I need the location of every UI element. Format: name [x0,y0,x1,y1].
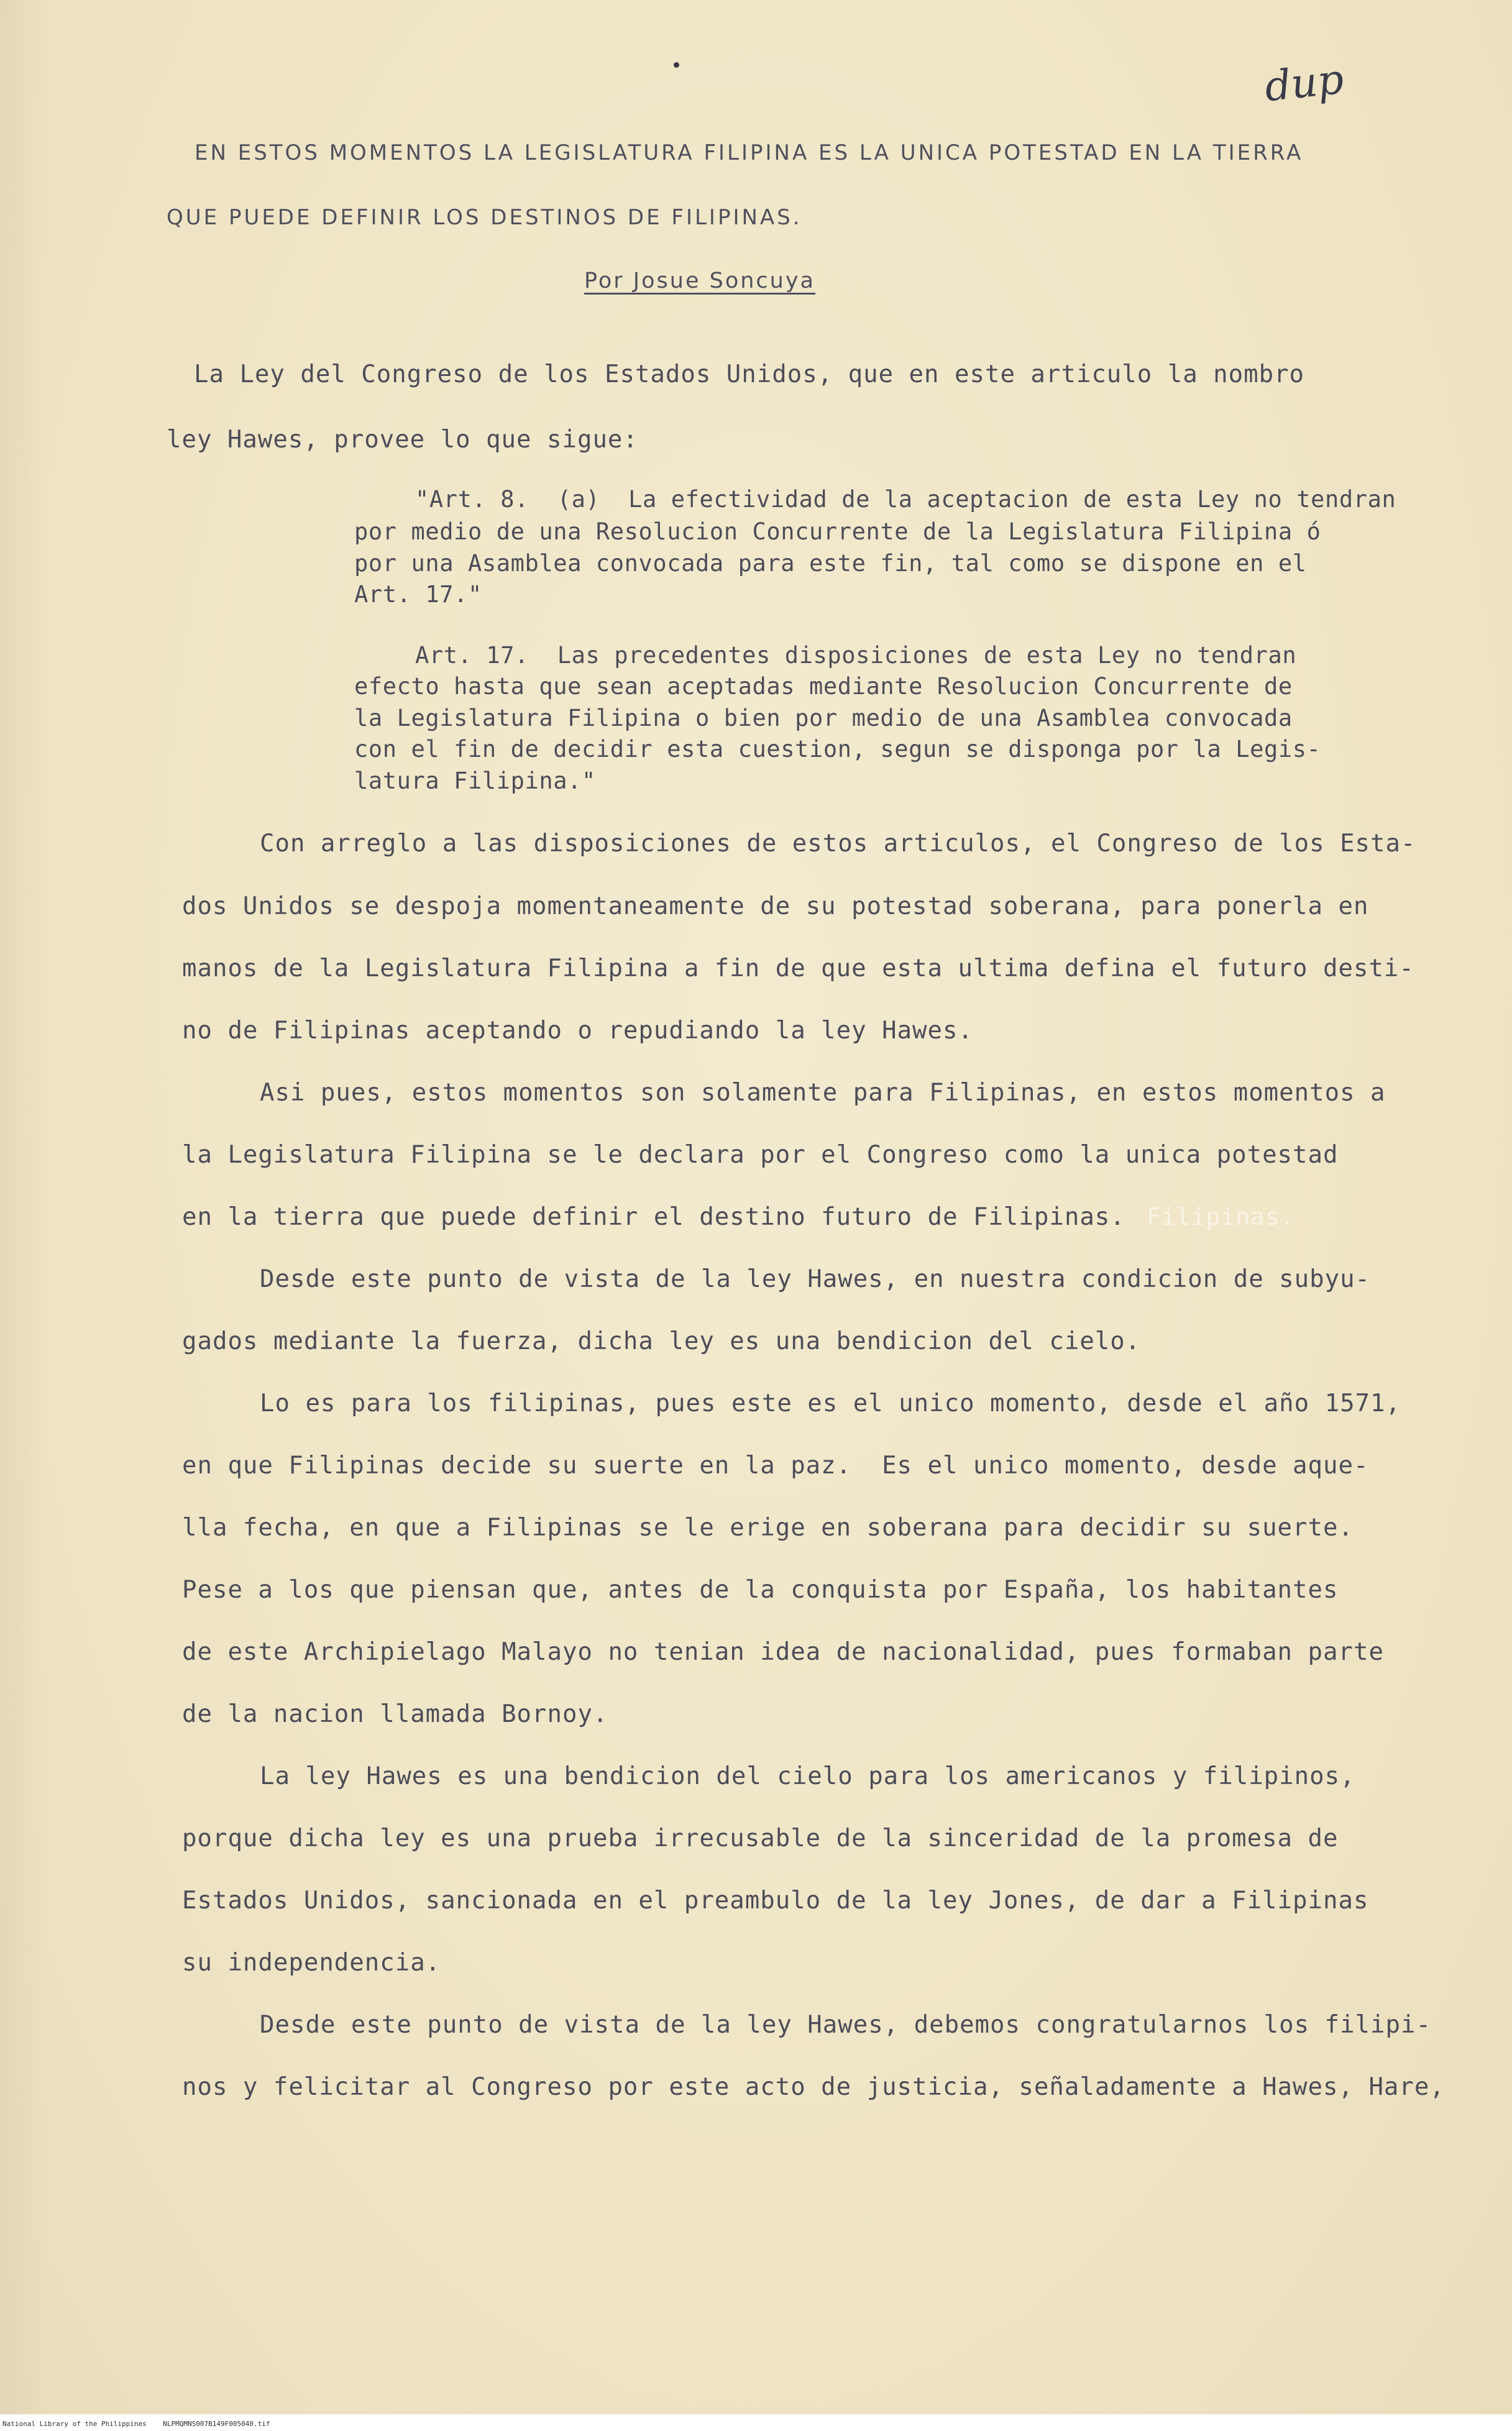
intro-line-2: ley Hawes, provee lo que sigue: [167,426,638,454]
scan-footer-label: National Library of the Philippines NLPMQMNS007B149F005040.tif [2,2420,270,2428]
body-line-2: dos Unidos se despoja momentaneamente de su potestad soberana, para ponerla en [182,892,1369,920]
body-line-11: en que Filipinas decide su suerte en la paz. Es el unico momento, desde aque- [182,1452,1369,1480]
body-line-19: su independencia. [182,1949,441,1977]
body-line-8: Desde este punto de vista de la ley Hawes, en nuestra condicion de subyu- [260,1265,1371,1293]
body-line-6: la Legislatura Filipina se le declara por el Congreso como la unica potestad [182,1141,1339,1169]
body-line-16: La ley Hawes es una bendicion del cielo para los americanos y filipinos, [260,1762,1355,1790]
body-line-17: porque dicha ley es una prueba irrecusable de la sinceridad de la promesa de [182,1824,1339,1852]
body-line-20: Desde este punto de vista de la ley Hawes, debemos congratularnos los filipi- [260,2011,1431,2039]
title-line-1: EN ESTOS MOMENTOS LA LEGISLATURA FILIPINA ES LA UNICA POTESTAD EN LA TIERRA [195,140,1304,165]
intro-line-1: La Ley del Congreso de los Estados Unidos, que en este articulo la nombro [194,360,1305,388]
page-fold-shadow [0,0,50,2414]
body-line-9: gados mediante la fuerza, dicha ley es una bendicion del cielo. [182,1327,1141,1355]
body-line-18: Estados Unidos, sancionada en el preambulo de la ley Jones, de dar a Filipinas [182,1887,1369,1915]
quote-art17-line-2: efecto hasta que sean aceptadas mediante Resolucion Concurrente de [354,673,1293,700]
body-line-10: Lo es para los filipinas, pues este es el unico momento, desde el año 1571, [260,1389,1401,1417]
body-line-21: nos y felicitar al Congreso por este acto de justicia, señaladamente a Hawes, Hare, [182,2073,1445,2101]
body-line-15: de la nacion llamada Bornoy. [182,1700,608,1728]
body-line-12: lla fecha, en que a Filipinas se le erige en soberana para decidir su suerte. [182,1514,1354,1542]
handwritten-mark: dup [1262,55,1346,111]
body-line-13: Pese a los que piensan que, antes de la conquista por España, los habitantes [182,1576,1339,1604]
byline: Por Josue Soncuya [584,268,815,293]
quote-art17-line-4: con el fin de decidir esta cuestion, segun se disponga por la Legis- [354,736,1321,762]
body-line-1: Con arreglo a las disposiciones de estos articulos, el Congreso de los Esta- [260,830,1416,858]
ink-speck [674,62,679,68]
body-line-4: no de Filipinas aceptando o repudiando la ley Hawes. [182,1017,973,1045]
quote-art8-line-2: por medio de una Resolucion Concurrente de la Legislatura Filipina ó [354,518,1321,545]
body-line-5: Asi pues, estos momentos son solamente para Filipinas, en estos momentos a [260,1079,1386,1107]
quote-art17-line-5: latura Filipina." [354,767,596,794]
quote-art17-line-3: la Legislatura Filipina o bien por medio de una Asamblea convocada [354,705,1293,731]
body-line-3: manos de la Legislatura Filipina a fin de que esta ultima defina el futuro desti- [182,955,1414,982]
quote-art8-line-3: por una Asamblea convocada para este fin, tal como se dispone en el [354,550,1307,577]
title-line-2: QUE PUEDE DEFINIR LOS DESTINOS DE FILIPINAS. [167,205,802,230]
body-line-7: en la tierra que puede definir el destino futuro de Filipinas. [182,1203,1125,1231]
quote-art8-line-1: "Art. 8. (a) La efectividad de la aceptacion de esta Ley no tendran [415,486,1396,513]
faded-text: Filipinas. [1147,1203,1295,1230]
quote-art8-line-4: Art. 17." [354,581,482,608]
quote-art17-line-1: Art. 17. Las precedentes disposiciones de esta Ley no tendran [415,642,1297,669]
body-line-14: de este Archipielago Malayo no tenian idea de nacionalidad, pues formaban parte [182,1638,1384,1666]
